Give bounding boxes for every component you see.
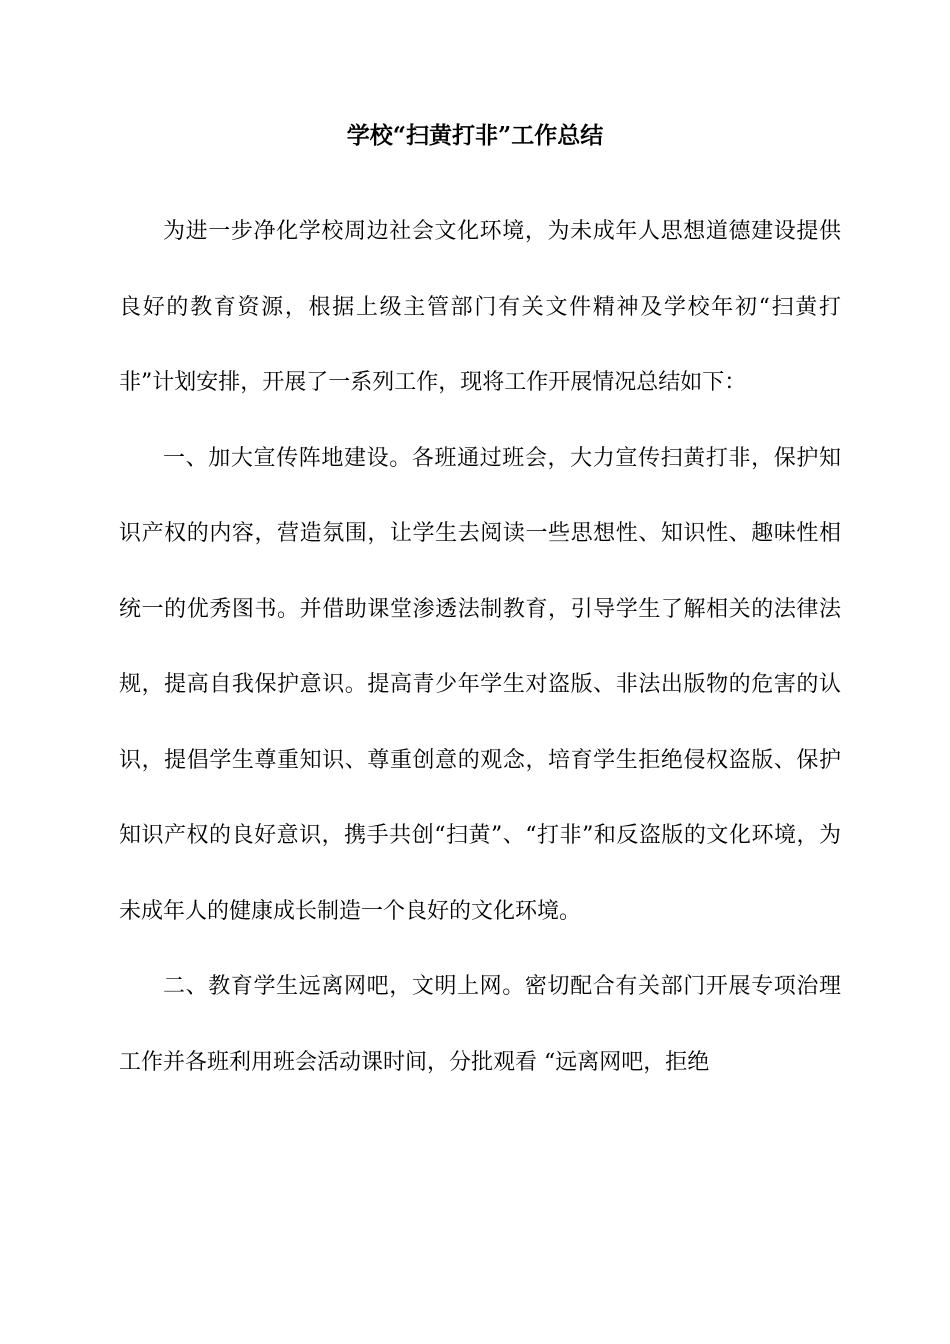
paragraph-section-2: 二、教育学生远离网吧，文明上网。密切配合有关部门开展专项治理工作并各班利用班会活动课时间，分批观看 “远离网吧，拒绝 xyxy=(119,974,841,1075)
paragraph-section-1: 一、加大宣传阵地建设。各班通过班会，大力宣传扫黄打非，保护知识产权的内容，营造氛围，让学生去阅读一些思想性、知识性、趣味性相统一的优秀图书。并借助课堂渗透法制教育，引导学生了解相关的法律法规，提高自我保护意识。提高青少年学生对盗版、非法出版物的危害的认识，提倡学生尊重知识、尊重创意的观念，培育学生拒绝侵权盗版、保护知识产权的良好意识，携手共创“扫黄”、“打非”和反盗版的文化环境，为未成年人的健康成长制造一个良好的文化环境。 xyxy=(119,445,841,924)
paragraph-intro: 为进一步净化学校周边社会文化环境，为未成年人思想道德建设提供良好的教育资源，根据上级主管部门有关文件精神及学校年初“扫黄打非”计划安排，开展了一系列工作，现将工作开展情况总结如下： xyxy=(119,219,841,395)
document-title: 学校“扫黄打非”工作总结 xyxy=(346,122,604,149)
document-body xyxy=(119,194,841,1100)
